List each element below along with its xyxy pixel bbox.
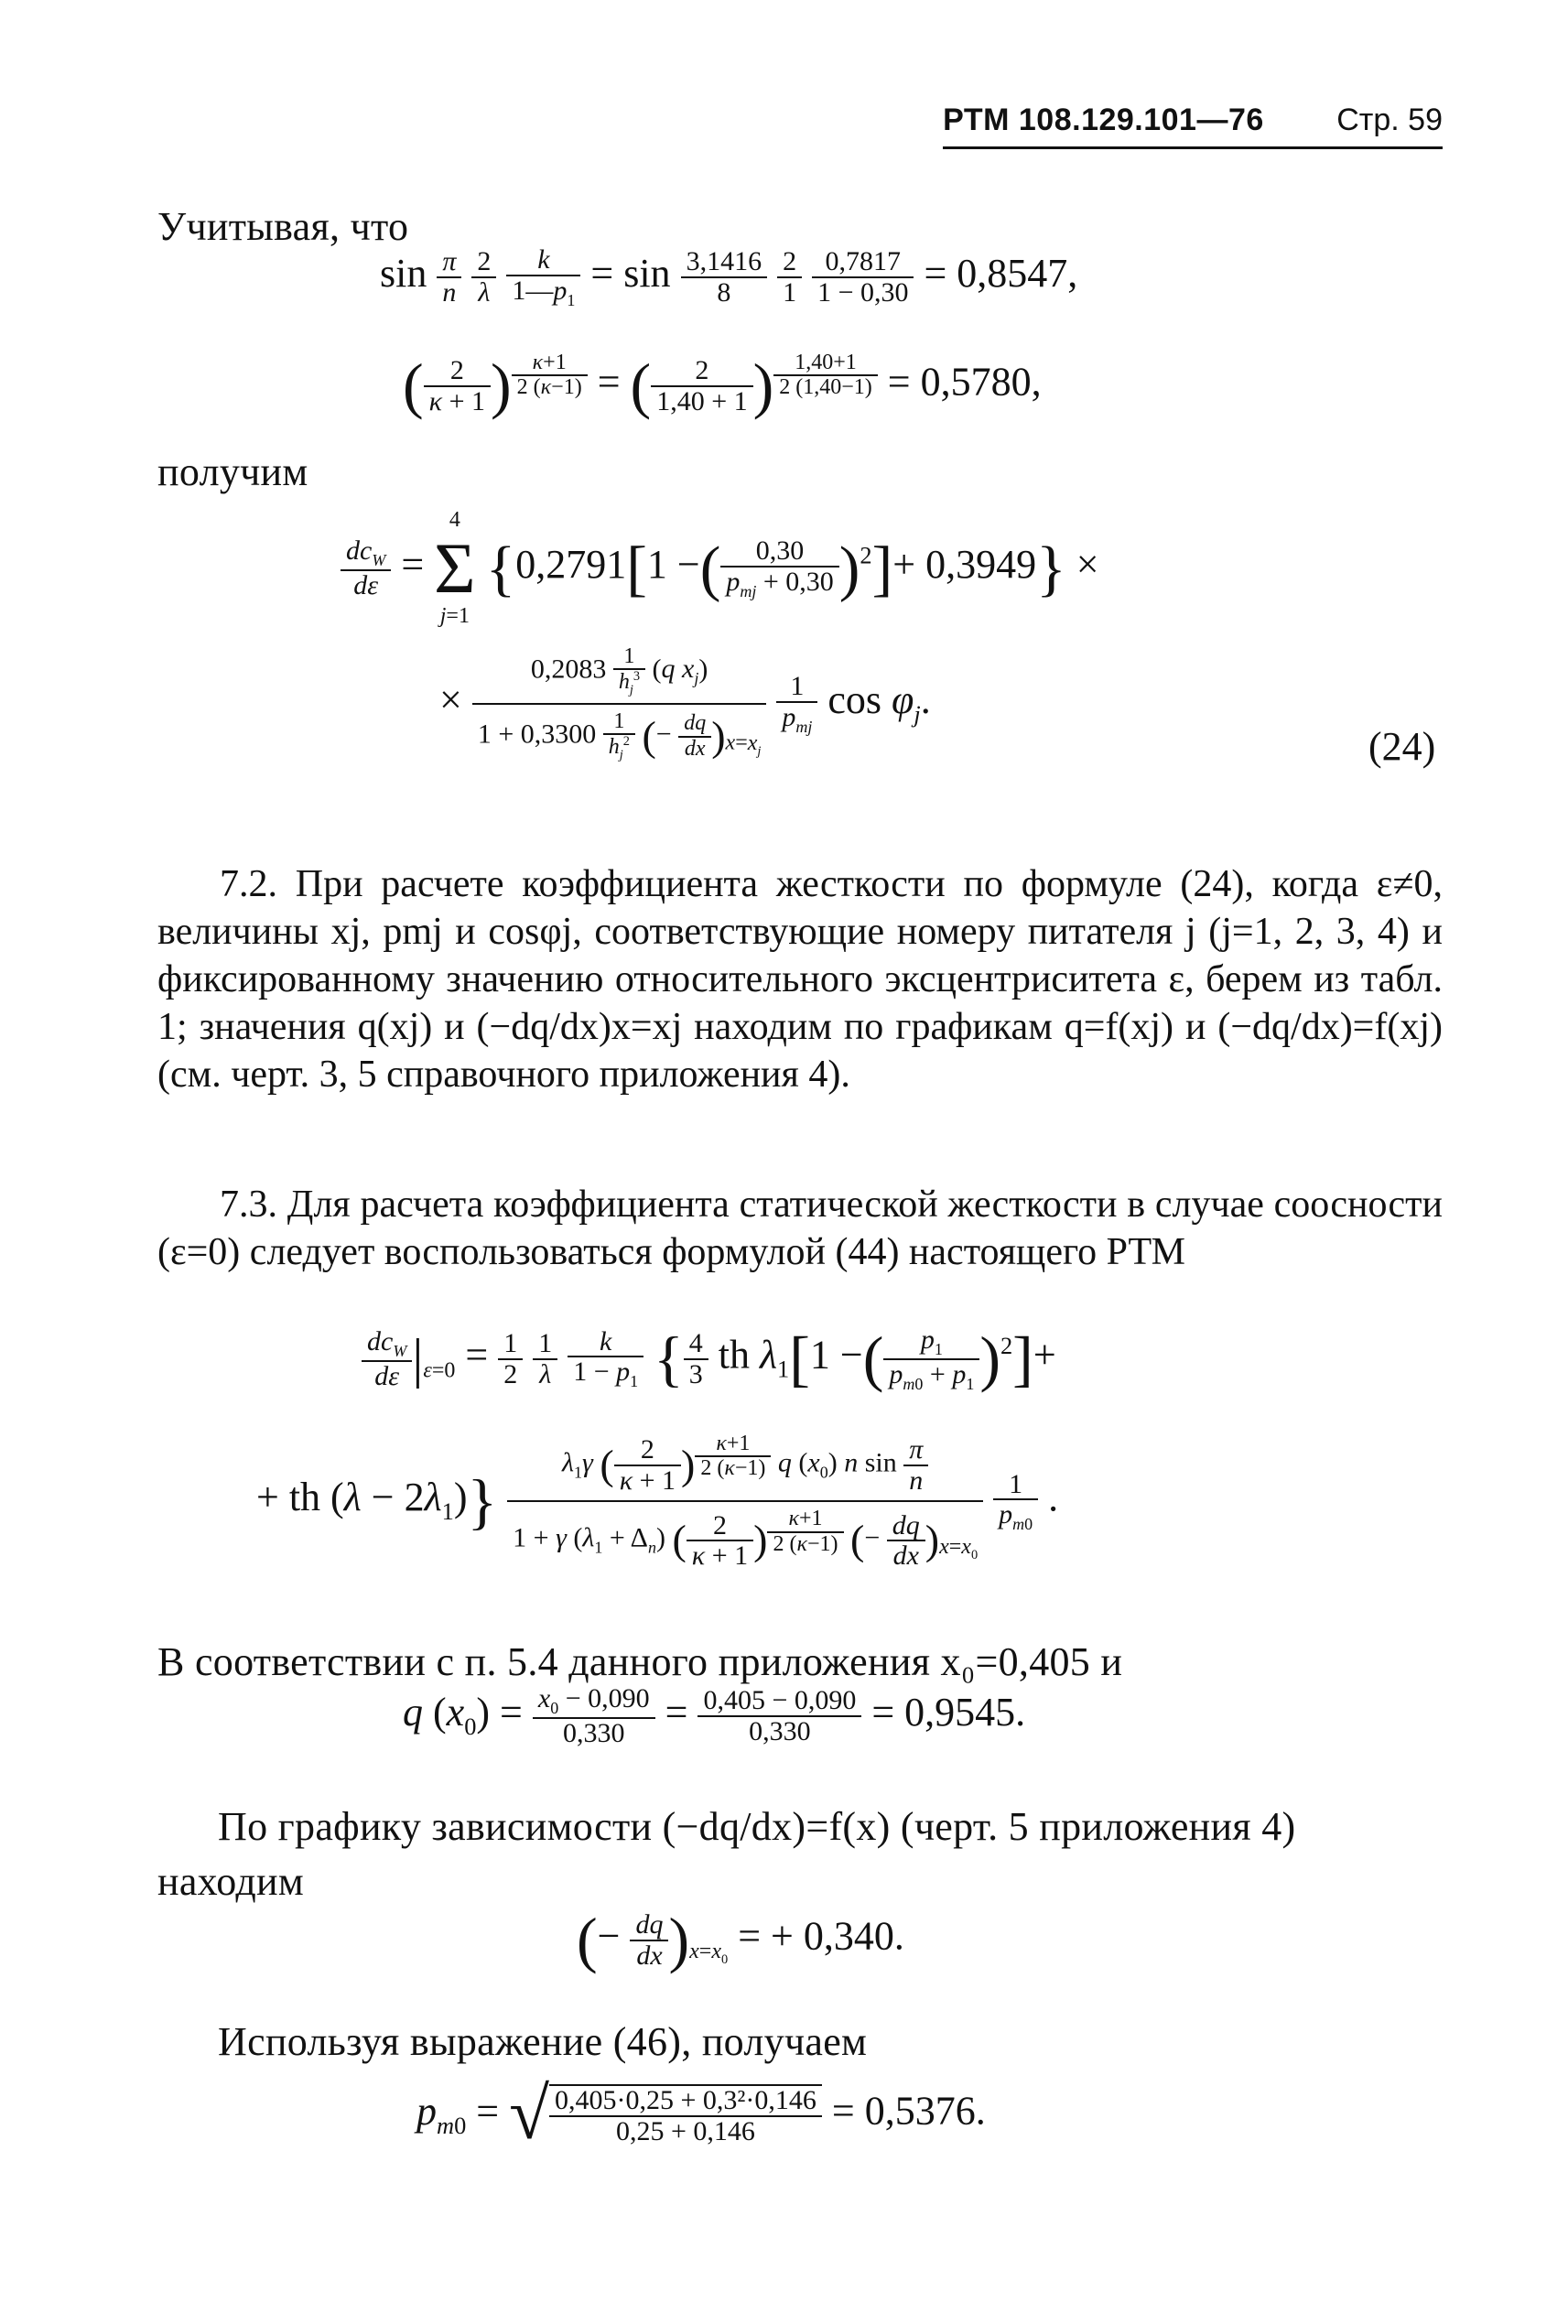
paragraph-7-3: 7.3. Для расчета коэффициента статической жесткости в случае соосности (ε=0) следует воспользоваться формулой (44) настоящего РТМ (157, 1184, 1443, 1273)
text-uchityvaya: Учитывая, что (157, 204, 409, 249)
page-number: Стр. 59 (1336, 103, 1443, 137)
equation-label-24: (24) (1368, 724, 1436, 769)
text-p54: В соответствии с п. 5.4 данного приложения x₀=0,405 и (157, 1639, 1123, 1684)
text-po-grafiku: По графику зависимости (−dq/dx)=f(x) (черт. 5 приложения 4) (218, 1804, 1296, 1849)
equation-coaxial: $\frac{dc_W}{d\varepsilon}$ $|_{\varepsilon=0}$ = $\frac{1}{2}$ $\frac{1}{\lambda}$ $\frac{k}{1 - p_1}$ { $\frac{4}{3}$ th $\lambda_1[1$ −( $\frac{p_1}{p_{m0} + p_1}$ )$^2$]+ (362, 1323, 1056, 1395)
text-nakhodim: находим (157, 1859, 305, 1904)
text-ispolzuya: Используя выражение (46), получаем (218, 2019, 868, 2064)
equation-pm0: $p_{m0}$ = √ $\frac{\text{0,405·0,25 + 0,3²·0,146}}{0,25 + 0,146}$ = 0,5376. (416, 2074, 986, 2155)
equation-power-ratio: ( $\frac{2}{\kappa + 1}$ ) $^{\frac{\kappa+1}{2 (\kappa-1)}}$ = ( $\frac{2}{1,40 + 1}$ ) $^{\frac{1,40+1}{2 (1,40-1)}}$ = 0,5780, (403, 351, 1042, 420)
equation-coaxial-continued: + th $(\lambda - 2\lambda_1)$} $\lambda_1\gamma$ ( $\frac{2}{\kappa + 1}$ ) $^{\frac{\kappa+1}{2 (\kappa-1)}}$ q $(x_0)$ n sin $\frac{\pi}{n}$ 1 + γ $(\lambda_1 + \Delta_n)$ ( $\frac{2}{\kappa + 1}$ ) $^{\frac{\kappa+1}{2 (\kappa-1)}}$ (− $\frac{dq}{dx}$ )$_{x=x_0}$ $\frac{1}{p_{m0}}$ . (256, 1432, 1059, 1572)
page-header (943, 103, 1443, 138)
equation-sin: sin $\frac{\pi}{n}$ $\frac{2}{\lambda}$ $\frac{k}{1—p_1}$ = sin $\frac{3,1416}{8}$ $\frac{2}{1}$ $\frac{0,7817}{1 - 0,30}$ = 0,8547, (380, 244, 1078, 309)
equation-derivative-sum: $\frac{dc_W}{d\varepsilon}$ = 4 Σ j=1 {0,2791[1 −( $\frac{0,30}{p_{mj} + 0,30}$ )$^2$]+ 0,3949} × (341, 508, 1099, 629)
equation-dq-dx-x0: (− $\frac{dq}{dx}$ )$_{x=x_0}$ = + 0,340. (577, 1905, 904, 1974)
paragraph-7-2: 7.2. При расчете коэффициента жесткости по формуле (24), когда ε≠0, величины xj, pmj и cosφj, соответствующие номеру питателя j (j=1, 2, 3, 4) и фиксированному значению относительного эксцентриситета ε, берем из табл. 1; значения q(xj) и (−dq/dx)x=xj находим по графикам q=f(xj) и (−dq/dx)=f(xj) (см. черт. 3, 5 справочного приложения 4). (157, 863, 1443, 1096)
document-code: РТМ 108.129.101—76 (943, 103, 1264, 137)
header-rule (943, 146, 1443, 149)
text-poluchim: получим (157, 449, 308, 494)
equation-q-x0: q $(x_0)$ = $\frac{x_0 - 0,090}{0,330}$ = $\frac{0,405 - 0,090}{0,330}$ = 0,9545. (403, 1683, 1026, 1748)
equation-multiplier: × 0,2083 $\frac{1}{h_j^3}$ (q $x_j$) 1 + 0,3300 $\frac{1}{h_j^2}$ (− $\frac{dq}{dx}$ )$_{x=x_j}$ $\frac{1}{p_{mj}}$ $\cos \varphi_j$. (439, 644, 931, 763)
